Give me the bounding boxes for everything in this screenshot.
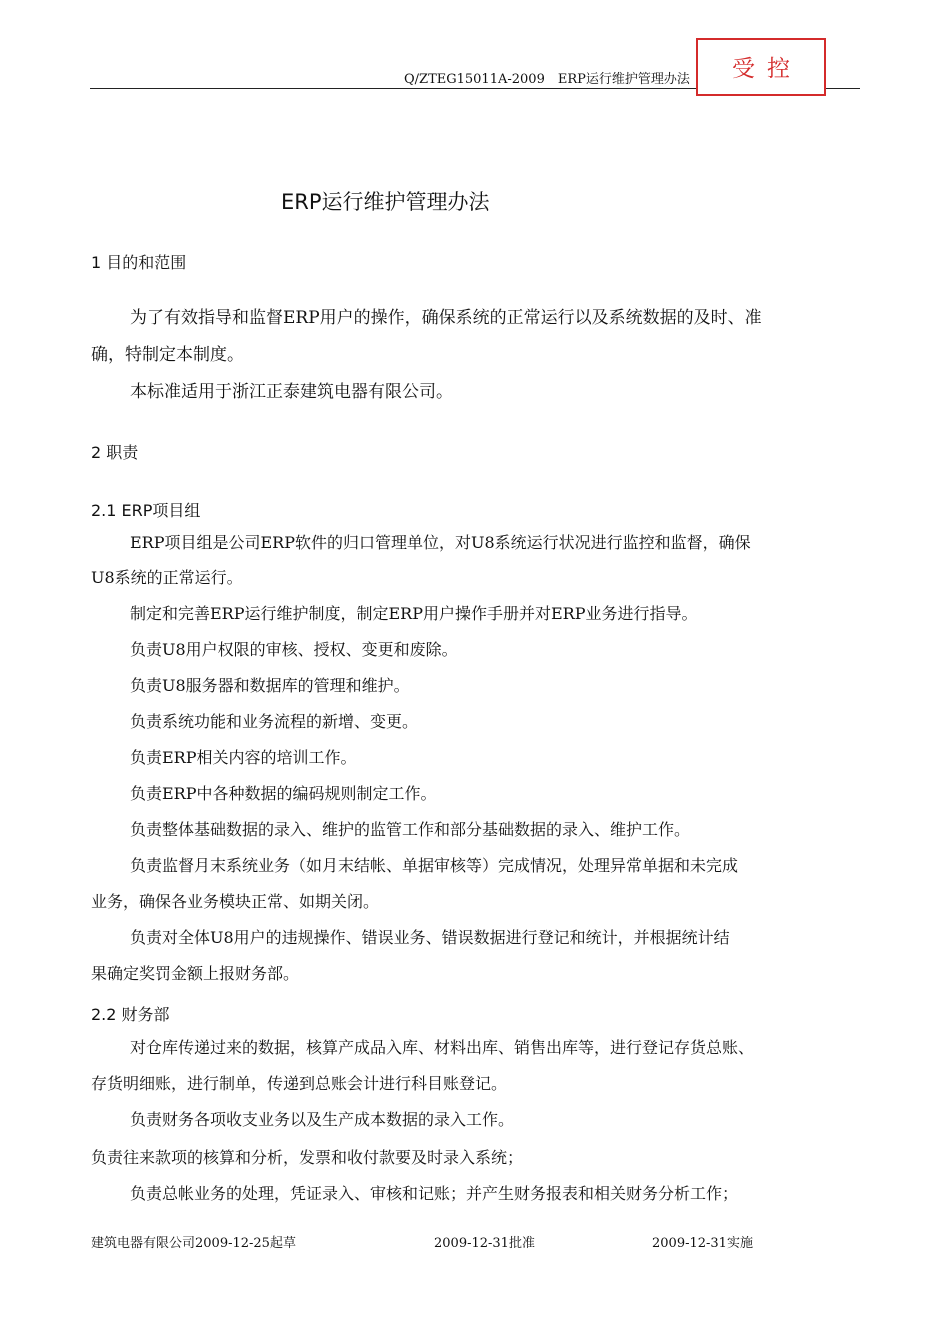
- paragraph: 负责系统功能和业务流程的新增、变更。: [130, 712, 419, 731]
- paragraph: 负责U8服务器和数据库的管理和维护。: [130, 676, 410, 695]
- paragraph: 负责往来款项的核算和分析，发票和收付款要及时录入系统；: [91, 1148, 524, 1167]
- paragraph: 制定和完善ERP运行维护制度，制定ERP用户操作手册并对ERP业务进行指导。: [130, 604, 698, 623]
- paragraph: 负责财务各项收支业务以及生产成本数据的录入工作。: [130, 1110, 515, 1129]
- paragraph: 负责ERP相关内容的培训工作。: [130, 748, 357, 767]
- paragraph: 负责监督月末系统业务（如月末结帐、单据审核等）完成情况，处理异常单据和未完成: [130, 856, 739, 875]
- paragraph: 负责对全体U8用户的违规操作、错误业务、错误数据进行登记和统计，并根据统计结: [130, 928, 730, 947]
- paragraph: U8系统的正常运行。: [91, 568, 243, 587]
- paragraph: 确，特制定本制度。: [91, 345, 244, 365]
- paragraph: 业务，确保各业务模块正常、如期关闭。: [91, 892, 380, 911]
- section-2-2-heading: 2.2 财务部: [91, 1005, 170, 1024]
- footer-approved: 2009-12-31批准: [434, 1236, 535, 1251]
- section-2-1-heading: 2.1 ERP项目组: [91, 501, 201, 520]
- paragraph: 为了有效指导和监督ERP用户的操作，确保系统的正常运行以及系统数据的及时、准: [130, 308, 762, 328]
- paragraph: 果确定奖罚金额上报财务部。: [91, 964, 300, 983]
- footer-effective: 2009-12-31实施: [652, 1236, 753, 1251]
- paragraph: 负责整体基础数据的录入、维护的监管工作和部分基础数据的录入、维护工作。: [130, 820, 691, 839]
- document-code: Q/ZTEG15011A-2009 ERP运行维护管理办法: [404, 72, 690, 87]
- paragraph: 对仓库传递过来的数据，核算产成品入库、材料出库、销售出库等，进行登记存货总账、: [130, 1038, 755, 1057]
- section-1-heading: 1 目的和范围: [91, 253, 187, 272]
- paragraph: 负责ERP中各种数据的编码规则制定工作。: [130, 784, 437, 803]
- paragraph: 负责总帐业务的处理，凭证录入、审核和记账；并产生财务报表和相关财务分析工作；: [130, 1184, 739, 1203]
- controlled-stamp: 受控: [696, 38, 826, 96]
- paragraph: 存货明细账，进行制单，传递到总账会计进行科目账登记。: [91, 1074, 508, 1093]
- paragraph: 负责U8用户权限的审核、授权、变更和废除。: [130, 640, 458, 659]
- paragraph: ERP项目组是公司ERP软件的归口管理单位，对U8系统运行状况进行监控和监督，确保: [130, 533, 751, 552]
- footer-drafted: 建筑电器有限公司2009-12-25起草: [91, 1236, 296, 1251]
- section-2-heading: 2 职责: [91, 443, 139, 462]
- paragraph: 本标准适用于浙江正泰建筑电器有限公司。: [130, 382, 453, 402]
- document-title: ERP运行维护管理办法: [281, 190, 490, 214]
